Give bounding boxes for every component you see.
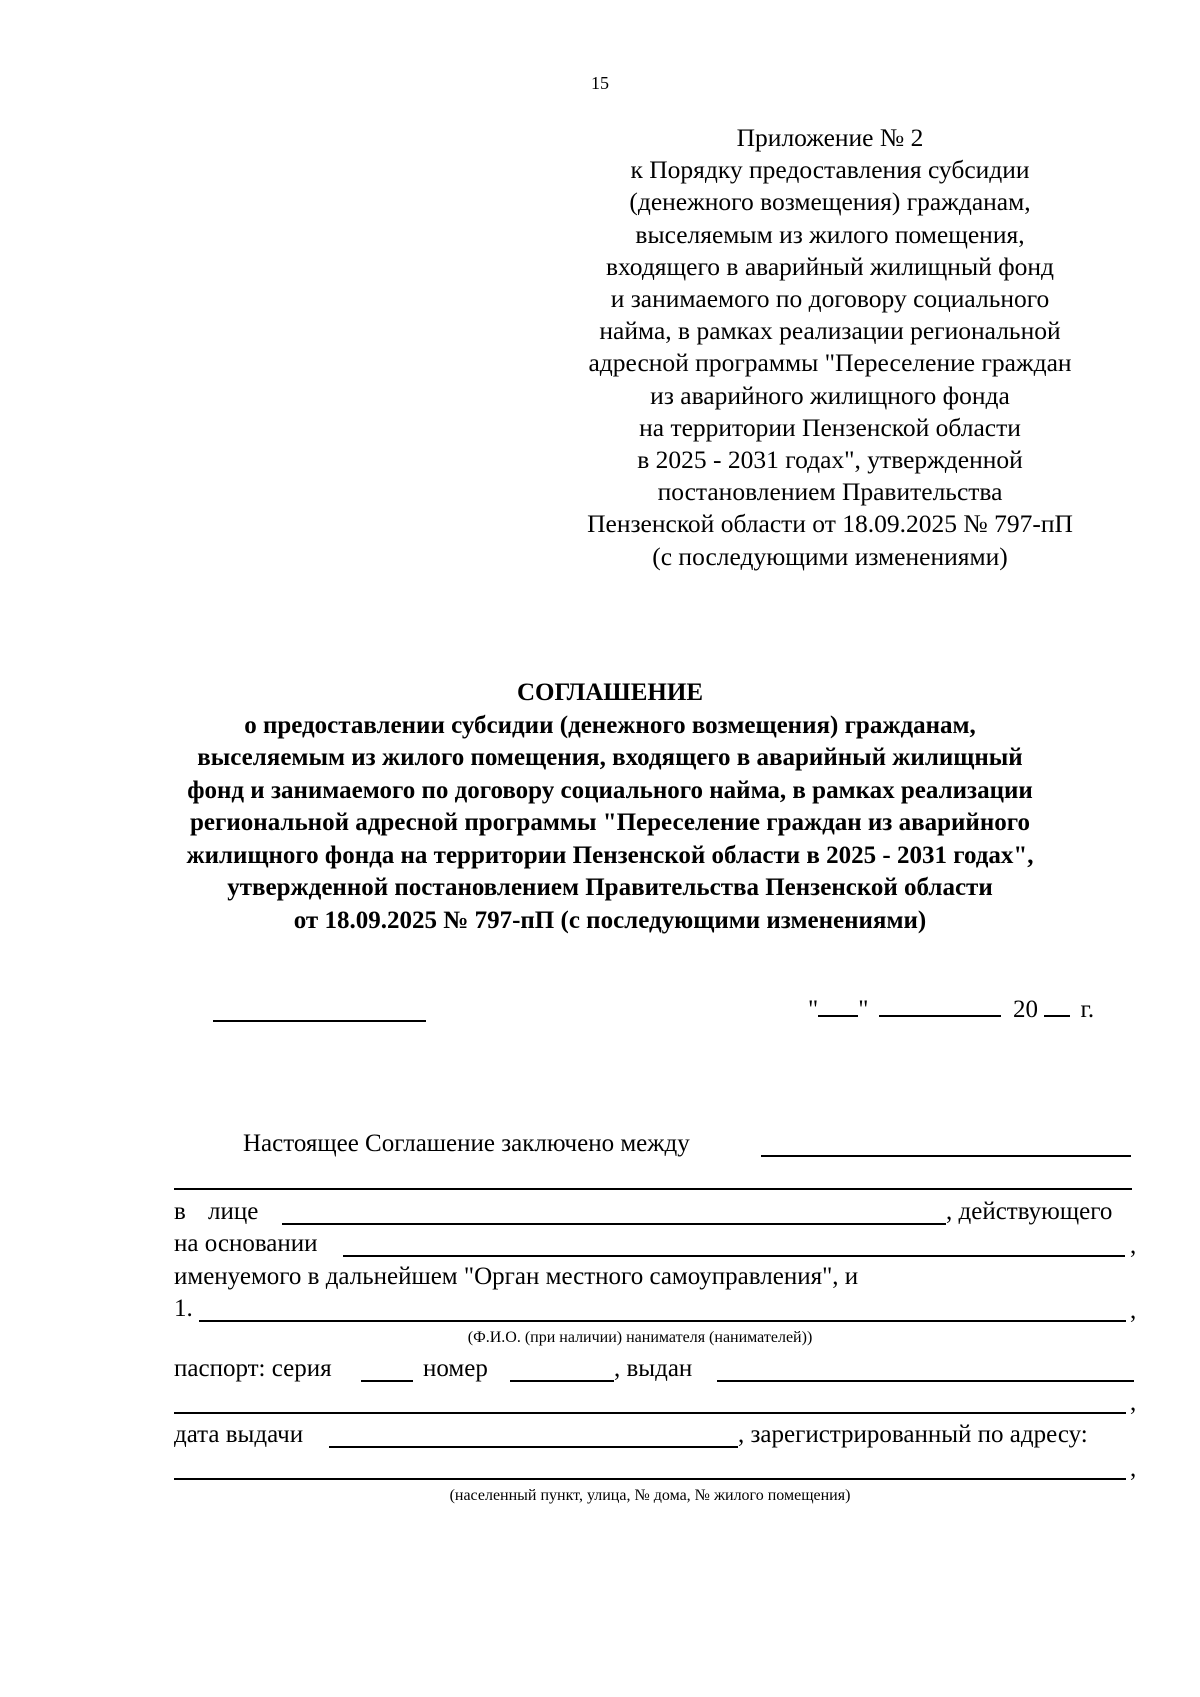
fio-caption: (Ф.И.О. (при наличии) нанимателя (нанимателей))	[467, 1329, 813, 1346]
passport-number-blank[interactable]	[510, 1380, 614, 1382]
agreement-heading: СОГЛАШЕНИЕ	[516, 679, 703, 706]
day-blank[interactable]	[818, 993, 858, 1017]
appendix-line: выселяемым из жилого помещения,	[635, 219, 1025, 249]
named-text: именуемого в дальнейшем "Орган местного самоуправления", и	[174, 1263, 859, 1290]
appendix-line: найма, в рамках реализации региональной	[599, 316, 1061, 346]
appendix-line: в 2025 - 2031 годах", утвержденной	[637, 445, 1023, 475]
year-prefix: 20	[1012, 996, 1038, 1023]
passport-issued-label: , выдан	[614, 1355, 693, 1382]
date-line	[808, 993, 1094, 1025]
in-person-litse: лице	[208, 1198, 259, 1225]
appendix-line: Пензенской области от 18.09.2025 № 797-пП	[587, 509, 1073, 539]
date-quote-open: "	[808, 996, 819, 1023]
passport-number-label: номер	[423, 1355, 488, 1382]
acting-text: , действующего	[946, 1198, 1113, 1225]
issue-date-label: дата выдачи	[174, 1421, 304, 1448]
representative-blank[interactable]	[282, 1223, 946, 1225]
appendix-line: (с последующими изменениями)	[652, 541, 1008, 571]
party-blank[interactable]	[761, 1155, 1131, 1157]
place-blank[interactable]	[213, 1020, 426, 1022]
agreement-title-line: жилищного фонда на территории Пензенской области в 2025 - 2031 годах",	[186, 841, 1034, 869]
appendix-line: и занимаемого по договору социального	[610, 284, 1050, 314]
month-blank[interactable]	[879, 993, 1001, 1017]
passport-series-label: паспорт: серия	[174, 1355, 332, 1382]
passport-issued-blank[interactable]	[717, 1380, 1134, 1382]
address-blank[interactable]	[174, 1478, 1126, 1480]
agreement-title-line: о предоставлении субсидии (денежного возмещения) гражданам,	[244, 711, 976, 739]
year-blank[interactable]	[1044, 993, 1070, 1017]
year-suffix: г.	[1080, 996, 1095, 1023]
passport-comma: ,	[1130, 1389, 1137, 1416]
issue-date-blank[interactable]	[329, 1446, 738, 1448]
item-1-number: 1.	[174, 1295, 193, 1322]
agreement-title-line: утвержденной постановлением Правительства Пензенской области	[227, 874, 993, 901]
address-comma: ,	[1130, 1455, 1137, 1482]
basis-comma: ,	[1130, 1232, 1137, 1259]
intro-text: Настоящее Соглашение заключено между	[243, 1130, 690, 1157]
appendix-line: адресной программы "Переселение граждан	[588, 348, 1072, 378]
agreement-title	[160, 677, 1060, 937]
passport-series-blank[interactable]	[361, 1380, 413, 1382]
appendix-line: к Порядку предоставления субсидии	[630, 155, 1030, 185]
party-blank-continued[interactable]	[174, 1188, 1132, 1190]
agreement-title-line: фонд и занимаемого по договору социального найма, в рамках реализации	[187, 776, 1033, 804]
basis-blank[interactable]	[343, 1255, 1125, 1257]
address-caption: (населенный пункт, улица, № дома, № жилого помещения)	[449, 1487, 851, 1504]
appendix-line: на территории Пензенской области	[639, 412, 1021, 442]
registered-label: , зарегистрированный по адресу:	[738, 1421, 1088, 1448]
basis-text: на основании	[174, 1230, 318, 1257]
date-quote-close: "	[858, 996, 869, 1023]
agreement-title-line: выселяемым из жилого помещения, входящего в аварийный жилищный	[197, 744, 1023, 771]
appendix-line: (денежного возмещения) гражданам,	[629, 187, 1031, 217]
in-person-v: в	[174, 1198, 186, 1225]
appendix-line: из аварийного жилищного фонда	[650, 380, 1010, 410]
appendix-line: Приложение № 2	[736, 123, 924, 152]
tenant-name-comma: ,	[1130, 1297, 1137, 1324]
agreement-title-line: региональной адресной программы "Переселение граждан из аварийного	[190, 809, 1030, 836]
appendix-header	[580, 122, 1080, 573]
appendix-line: постановлением Правительства	[657, 477, 1003, 507]
tenant-name-blank[interactable]	[199, 1320, 1126, 1322]
page-number: 15	[591, 73, 609, 93]
agreement-title-line: от 18.09.2025 № 797-пП (с последующими изменениями)	[293, 906, 927, 934]
passport-issued-blank-continued[interactable]	[174, 1412, 1126, 1414]
appendix-line: входящего в аварийный жилищный фонд	[605, 251, 1054, 281]
